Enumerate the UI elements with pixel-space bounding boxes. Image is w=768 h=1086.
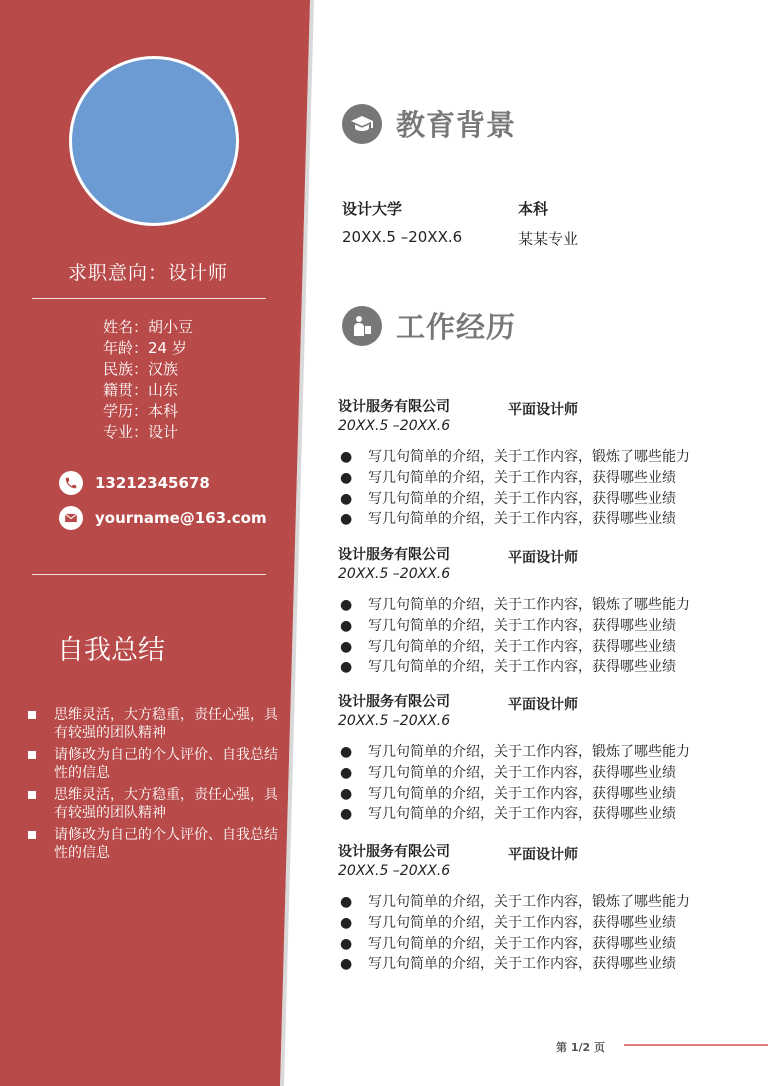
job-bullet: [338, 616, 690, 637]
summary-list: [28, 706, 284, 866]
job-bullet-text: 写几句简单的介绍，关于工作内容，获得哪些业绩: [368, 617, 676, 634]
job-period: 20XX.5 –20XX.6: [338, 863, 451, 879]
job-bullets: [338, 892, 690, 975]
bullet-square: [28, 751, 36, 759]
personal-info: [103, 317, 193, 443]
phone-contact: [59, 471, 210, 495]
job-bullet-text: 写几句简单的介绍，关于工作内容，锻炼了哪些能力: [368, 894, 690, 910]
education-degree-block: [518, 198, 578, 249]
summary-text: 请修改为自己的个人评价、自我总结性的信息: [54, 747, 278, 781]
worker-icon: [342, 306, 382, 346]
summary-text: 思维灵活，大方稳重，责任心强，具有较强的团队精神: [54, 707, 278, 741]
graduation-cap-icon: [342, 104, 382, 144]
job-bullet-text: 写几句简单的介绍，关于工作内容，锻炼了哪些能力: [368, 744, 690, 760]
job-bullet-text: 写几句简单的介绍，关于工作内容，获得哪些业绩: [368, 659, 676, 676]
summary-text: 请修改为自己的个人评价、自我总结性的信息: [54, 827, 278, 861]
job-bullet: [338, 447, 690, 468]
info-name: 姓名：胡小豆: [103, 318, 194, 336]
job-bullet: [338, 934, 690, 955]
job-bullet: [338, 489, 690, 510]
job-bullet-text: 写几句简单的介绍，关于工作内容，获得哪些业绩: [368, 785, 676, 802]
bullet-dot: ●: [340, 638, 353, 655]
job-bullets: [338, 595, 690, 678]
job-bullet-text: 写几句简单的介绍，关于工作内容，获得哪些业绩: [368, 935, 676, 952]
job-company: 设计服务有限公司: [338, 694, 450, 710]
job-bullet: [338, 763, 690, 784]
summary-item: [28, 826, 284, 862]
summary-text: 思维灵活，大方稳重，责任心强，具有较强的团队精神: [54, 787, 278, 821]
bullet-square: [28, 791, 36, 799]
divider: [32, 574, 266, 575]
bullet-dot: ●: [340, 914, 353, 931]
divider: [32, 298, 266, 299]
job-company: 设计服务有限公司: [338, 547, 450, 563]
info-hometown: 籍贯：山东: [103, 381, 179, 399]
bullet-dot: ●: [340, 597, 353, 613]
job-period: 20XX.5 –20XX.6: [338, 418, 451, 434]
job-bullet: [338, 913, 690, 934]
education-title: 教育背景: [396, 108, 517, 142]
job-bullet-text: 写几句简单的介绍，关于工作内容，锻炼了哪些能力: [368, 449, 690, 465]
job-bullet: [338, 804, 690, 825]
degree: 本科: [518, 200, 549, 218]
job-bullet-text: 写几句简单的介绍，关于工作内容，锻炼了哪些能力: [368, 597, 690, 613]
bullet-dot: ●: [340, 490, 353, 507]
job-bullet: [338, 954, 690, 975]
job-bullet: [338, 468, 690, 489]
major: 某某专业: [518, 230, 579, 248]
bullet-dot: ●: [340, 806, 353, 823]
job-period: 20XX.5 –20XX.6: [338, 713, 451, 729]
bullet-dot: ●: [340, 764, 353, 781]
bullet-dot: ●: [340, 935, 353, 952]
job-bullet-text: 写几句简单的介绍，关于工作内容，获得哪些业绩: [368, 511, 676, 528]
job-bullet: [338, 657, 690, 678]
job-bullet-text: 写几句简单的介绍，关于工作内容，获得哪些业绩: [368, 469, 676, 486]
footer-line: [624, 1044, 768, 1046]
job-entry: [338, 396, 738, 536]
school-name: 设计大学: [342, 200, 403, 218]
job-bullet: [338, 595, 690, 616]
page-number: 第 1/2 页: [556, 1041, 605, 1054]
job-entry: [338, 841, 738, 981]
job-bullet-text: 写几句简单的介绍，关于工作内容，获得哪些业绩: [368, 914, 676, 931]
work-header: [342, 305, 516, 346]
bullet-dot: ●: [340, 894, 353, 910]
phone-number: 13212345678: [95, 474, 210, 492]
job-bullets: [338, 742, 690, 825]
bullet-dot: ●: [340, 617, 353, 634]
bullet-dot: ●: [340, 744, 353, 760]
job-bullet-text: 写几句简单的介绍，关于工作内容，获得哪些业绩: [368, 806, 676, 823]
email-address: yourname@163.com: [95, 509, 267, 527]
job-bullet: [338, 637, 690, 658]
job-company: 设计服务有限公司: [338, 399, 450, 415]
job-bullet: [338, 784, 690, 805]
job-role: 平面设计师: [508, 550, 578, 566]
avatar: [69, 56, 239, 226]
job-company: 设计服务有限公司: [338, 844, 450, 860]
job-entry: [338, 544, 738, 684]
bullet-dot: ●: [340, 956, 353, 973]
job-entry: [338, 691, 738, 831]
job-bullet-text: 写几句简单的介绍，关于工作内容，获得哪些业绩: [368, 490, 676, 507]
summary-item: [28, 706, 284, 742]
job-bullet: [338, 892, 690, 913]
job-bullet: [338, 742, 690, 763]
bullet-dot: ●: [340, 449, 353, 465]
envelope-icon: [59, 506, 83, 530]
bullet-dot: ●: [340, 785, 353, 802]
job-role: 平面设计师: [508, 402, 578, 418]
work-title: 工作经历: [396, 310, 517, 344]
bullet-square: [28, 831, 36, 839]
summary-item: [28, 786, 284, 822]
info-major: 专业：设计: [103, 423, 179, 441]
job-role: 平面设计师: [508, 697, 578, 713]
job-bullet: [338, 509, 690, 530]
bullet-dot: ●: [340, 659, 353, 676]
info-age: 年龄：24 岁: [103, 339, 187, 357]
job-bullet-text: 写几句简单的介绍，关于工作内容，获得哪些业绩: [368, 764, 676, 781]
summary-item: [28, 746, 284, 782]
summary-title: 自我总结: [57, 635, 165, 666]
info-education: 学历：本科: [103, 402, 179, 420]
job-bullets: [338, 447, 690, 530]
education-header: [342, 103, 516, 144]
education-period: 20XX.5 –20XX.6: [342, 228, 463, 246]
bullet-dot: ●: [340, 511, 353, 528]
email-contact: [59, 506, 267, 530]
bullet-dot: ●: [340, 469, 353, 486]
bullet-square: [28, 711, 36, 719]
job-period: 20XX.5 –20XX.6: [338, 566, 451, 582]
info-ethnicity: 民族：汉族: [103, 360, 179, 378]
job-bullet-text: 写几句简单的介绍，关于工作内容，获得哪些业绩: [368, 638, 676, 655]
phone-icon: [59, 471, 83, 495]
education-school-block: [342, 198, 462, 246]
job-role: 平面设计师: [508, 847, 578, 863]
job-intent: 求职意向：设计师: [67, 262, 228, 284]
job-bullet-text: 写几句简单的介绍，关于工作内容，获得哪些业绩: [368, 956, 676, 973]
